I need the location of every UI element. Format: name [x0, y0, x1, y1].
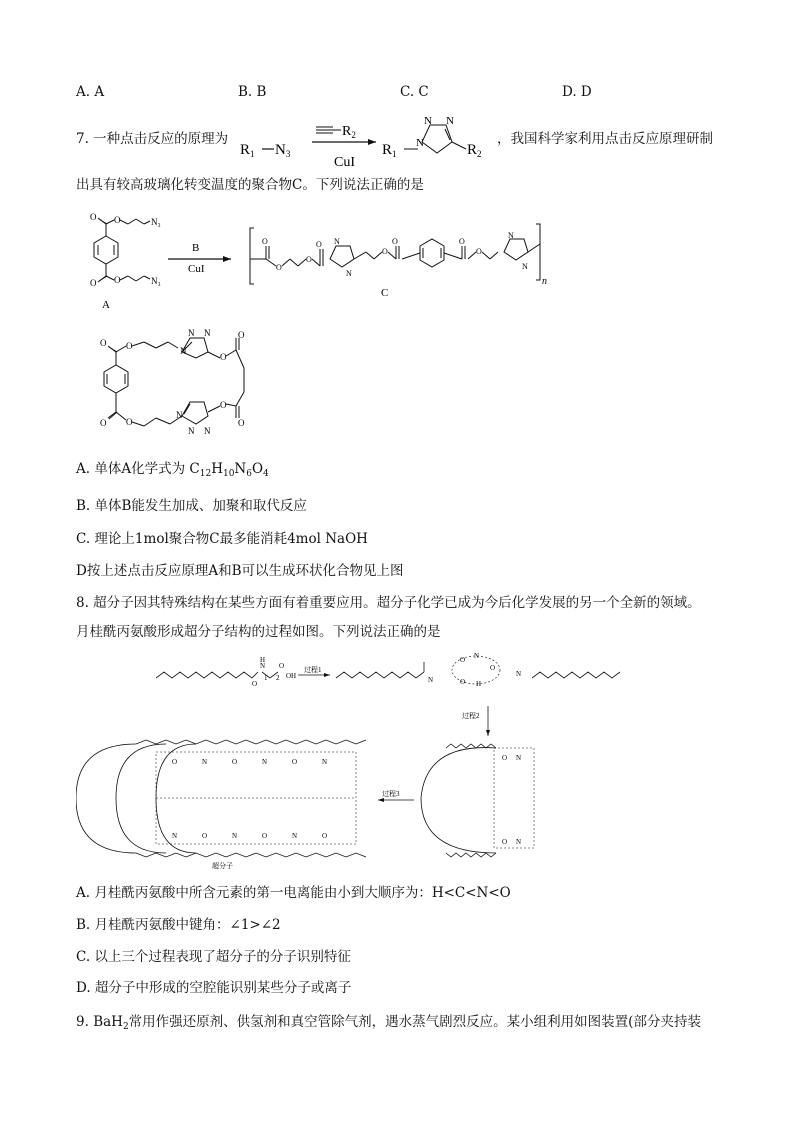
svg-text:N: N — [176, 410, 183, 420]
svg-text:O: O — [220, 352, 227, 362]
svg-text:N: N — [516, 838, 522, 846]
n3-label: $N_3$ — [275, 142, 291, 159]
svg-text:N: N — [474, 652, 480, 660]
svg-text:O: O — [100, 418, 107, 428]
svg-text:O: O — [382, 247, 388, 256]
svg-text:O: O — [100, 338, 107, 348]
angle-2-label: 2 — [276, 674, 280, 682]
svg-text:N: N — [188, 328, 195, 338]
svg-text:N: N — [202, 758, 208, 766]
svg-text:N: N — [522, 262, 528, 271]
svg-text:O: O — [114, 215, 121, 225]
scheme-cui-label: CuI — [188, 263, 205, 275]
svg-text:N₃: N₃ — [151, 217, 161, 227]
svg-text:N: N — [416, 137, 424, 149]
q7-option-b: B. 单体B能发生加成、加聚和取代反应 — [76, 498, 307, 514]
r2-reagent-label: $R_2$ — [342, 124, 356, 140]
svg-text:N: N — [428, 676, 434, 684]
reagent-b-label: B — [192, 242, 200, 254]
supramolecule-formation-figure — [76, 648, 636, 873]
svg-text:N: N — [322, 758, 328, 766]
svg-text:O: O — [172, 758, 178, 766]
cui-label: CuI — [334, 155, 355, 170]
supramolecule-label: 超分子 — [212, 862, 233, 870]
option-a-prev: A. A — [76, 84, 105, 100]
q7-stem-part1: 7. 一种点击反应的原理为 — [76, 131, 229, 147]
svg-text:O: O — [202, 832, 208, 840]
polymerization-scheme — [76, 204, 726, 314]
q8-option-b: B. 月桂酰丙氨酸中键角：∠1>∠2 — [76, 917, 281, 933]
svg-text:O: O — [490, 664, 496, 672]
svg-text:O: O — [322, 832, 328, 840]
q7-stem-line2: 出具有较高玻璃化转变温度的聚合物C。下列说法正确的是 — [76, 177, 424, 193]
svg-text:N: N — [334, 237, 340, 246]
monomer-a-label: A — [102, 299, 110, 311]
svg-text:O: O — [126, 417, 133, 427]
svg-text:O: O — [502, 754, 508, 762]
svg-text:O: O — [238, 418, 245, 428]
bah2-formula: BaH$_2$ — [93, 1014, 129, 1032]
svg-text:N: N — [446, 115, 454, 127]
repeat-unit-n: n — [542, 276, 547, 287]
svg-text:O: O — [220, 400, 227, 410]
q9-stem: 9. BaH$_2$常用作强还原剂、供氢剂和真空管除气剂，遇水蒸气剧烈反应。某小组利用如图装置(部分夹持装 — [76, 1014, 701, 1032]
r2-product-label: $R_2$ — [467, 142, 482, 159]
svg-text:O: O — [114, 275, 121, 285]
q8-option-c: C. 以上三个过程表现了超分子的分子识别特征 — [76, 949, 351, 965]
process3-label: 过程3 — [382, 790, 400, 798]
svg-text:N: N — [204, 328, 211, 338]
svg-text:O: O — [262, 237, 268, 246]
svg-text:O: O — [238, 330, 245, 340]
svg-text:O: O — [306, 255, 312, 264]
svg-text:H: H — [476, 680, 482, 688]
svg-text:O: O — [252, 680, 258, 688]
process2-label: 过程2 — [462, 712, 480, 720]
svg-text:O: O — [126, 341, 133, 351]
svg-text:N₃: N₃ — [151, 276, 161, 286]
svg-text:O: O — [232, 758, 238, 766]
svg-text:N: N — [232, 832, 238, 840]
q7-stem-part2: ，我国科学家利用点击反应原理研制 — [497, 131, 713, 147]
svg-text:O: O — [460, 656, 466, 664]
svg-text:O: O — [502, 838, 508, 846]
formula-a: $C_{12}H_{10}N_6O_4$ — [189, 461, 269, 479]
svg-text:O: O — [279, 662, 285, 670]
q7-option-a: A. 单体A化学式为 $C_{12}H_{10}N_6O_4$ — [76, 461, 269, 479]
svg-text:N: N — [204, 426, 211, 436]
option-c-prev: C. C — [400, 84, 429, 100]
svg-text:N: N — [260, 662, 266, 670]
svg-text:O: O — [460, 678, 466, 686]
r1-label: $R_1$ — [240, 142, 255, 159]
r1-product-label: $R_1$ — [382, 142, 397, 159]
svg-text:O: O — [316, 240, 322, 249]
svg-text:N: N — [180, 346, 187, 356]
q8-option-d: D. 超分子中形成的空腔能识别某些分子或离子 — [76, 980, 352, 996]
svg-text:N: N — [188, 426, 195, 436]
svg-text:N: N — [508, 231, 514, 240]
cyclic-compound-structure — [76, 328, 296, 446]
process1-label: 过程1 — [304, 666, 322, 674]
svg-text:N: N — [424, 115, 432, 127]
polymer-c-label: C — [381, 287, 389, 299]
svg-text:O: O — [90, 212, 97, 222]
svg-text:N: N — [346, 269, 352, 278]
option-d-prev: D. D — [562, 84, 592, 100]
svg-text:N: N — [292, 832, 298, 840]
svg-text:O: O — [276, 263, 282, 272]
svg-text:OH: OH — [286, 672, 297, 680]
svg-text:O: O — [392, 237, 398, 246]
svg-text:O: O — [90, 278, 97, 288]
q8-option-a: A. 月桂酰丙氨酸中所含元素的第一电离能由小到大顺序为：H<C<N<O — [76, 885, 511, 901]
option-b-prev: B. B — [238, 84, 267, 100]
svg-text:O: O — [262, 832, 268, 840]
q8-stem-line1: 8. 超分子因其特殊结构在某些方面有着重要应用。超分子化学已成为今后化学发展的另一个全新的领域。 — [76, 595, 701, 611]
q8-stem-line2: 月桂酰丙氨酸形成超分子结构的过程如图。下列说法正确的是 — [76, 624, 441, 640]
angle-1-label: 1 — [264, 674, 268, 682]
svg-text:O: O — [292, 758, 298, 766]
svg-text:N: N — [516, 670, 522, 678]
svg-text:H: H — [260, 656, 266, 664]
svg-text:O: O — [476, 247, 482, 256]
svg-text:N: N — [516, 754, 522, 762]
svg-text:N: N — [262, 758, 268, 766]
click-reaction-equation — [236, 112, 496, 174]
q7-option-d: D按上述点击反应原理A和B可以生成环状化合物见上图 — [76, 563, 404, 579]
q7-option-c: C. 理论上1mol聚合物C最多能消耗4mol NaOH — [76, 531, 368, 547]
svg-text:N: N — [172, 832, 178, 840]
svg-text:O: O — [459, 237, 465, 246]
